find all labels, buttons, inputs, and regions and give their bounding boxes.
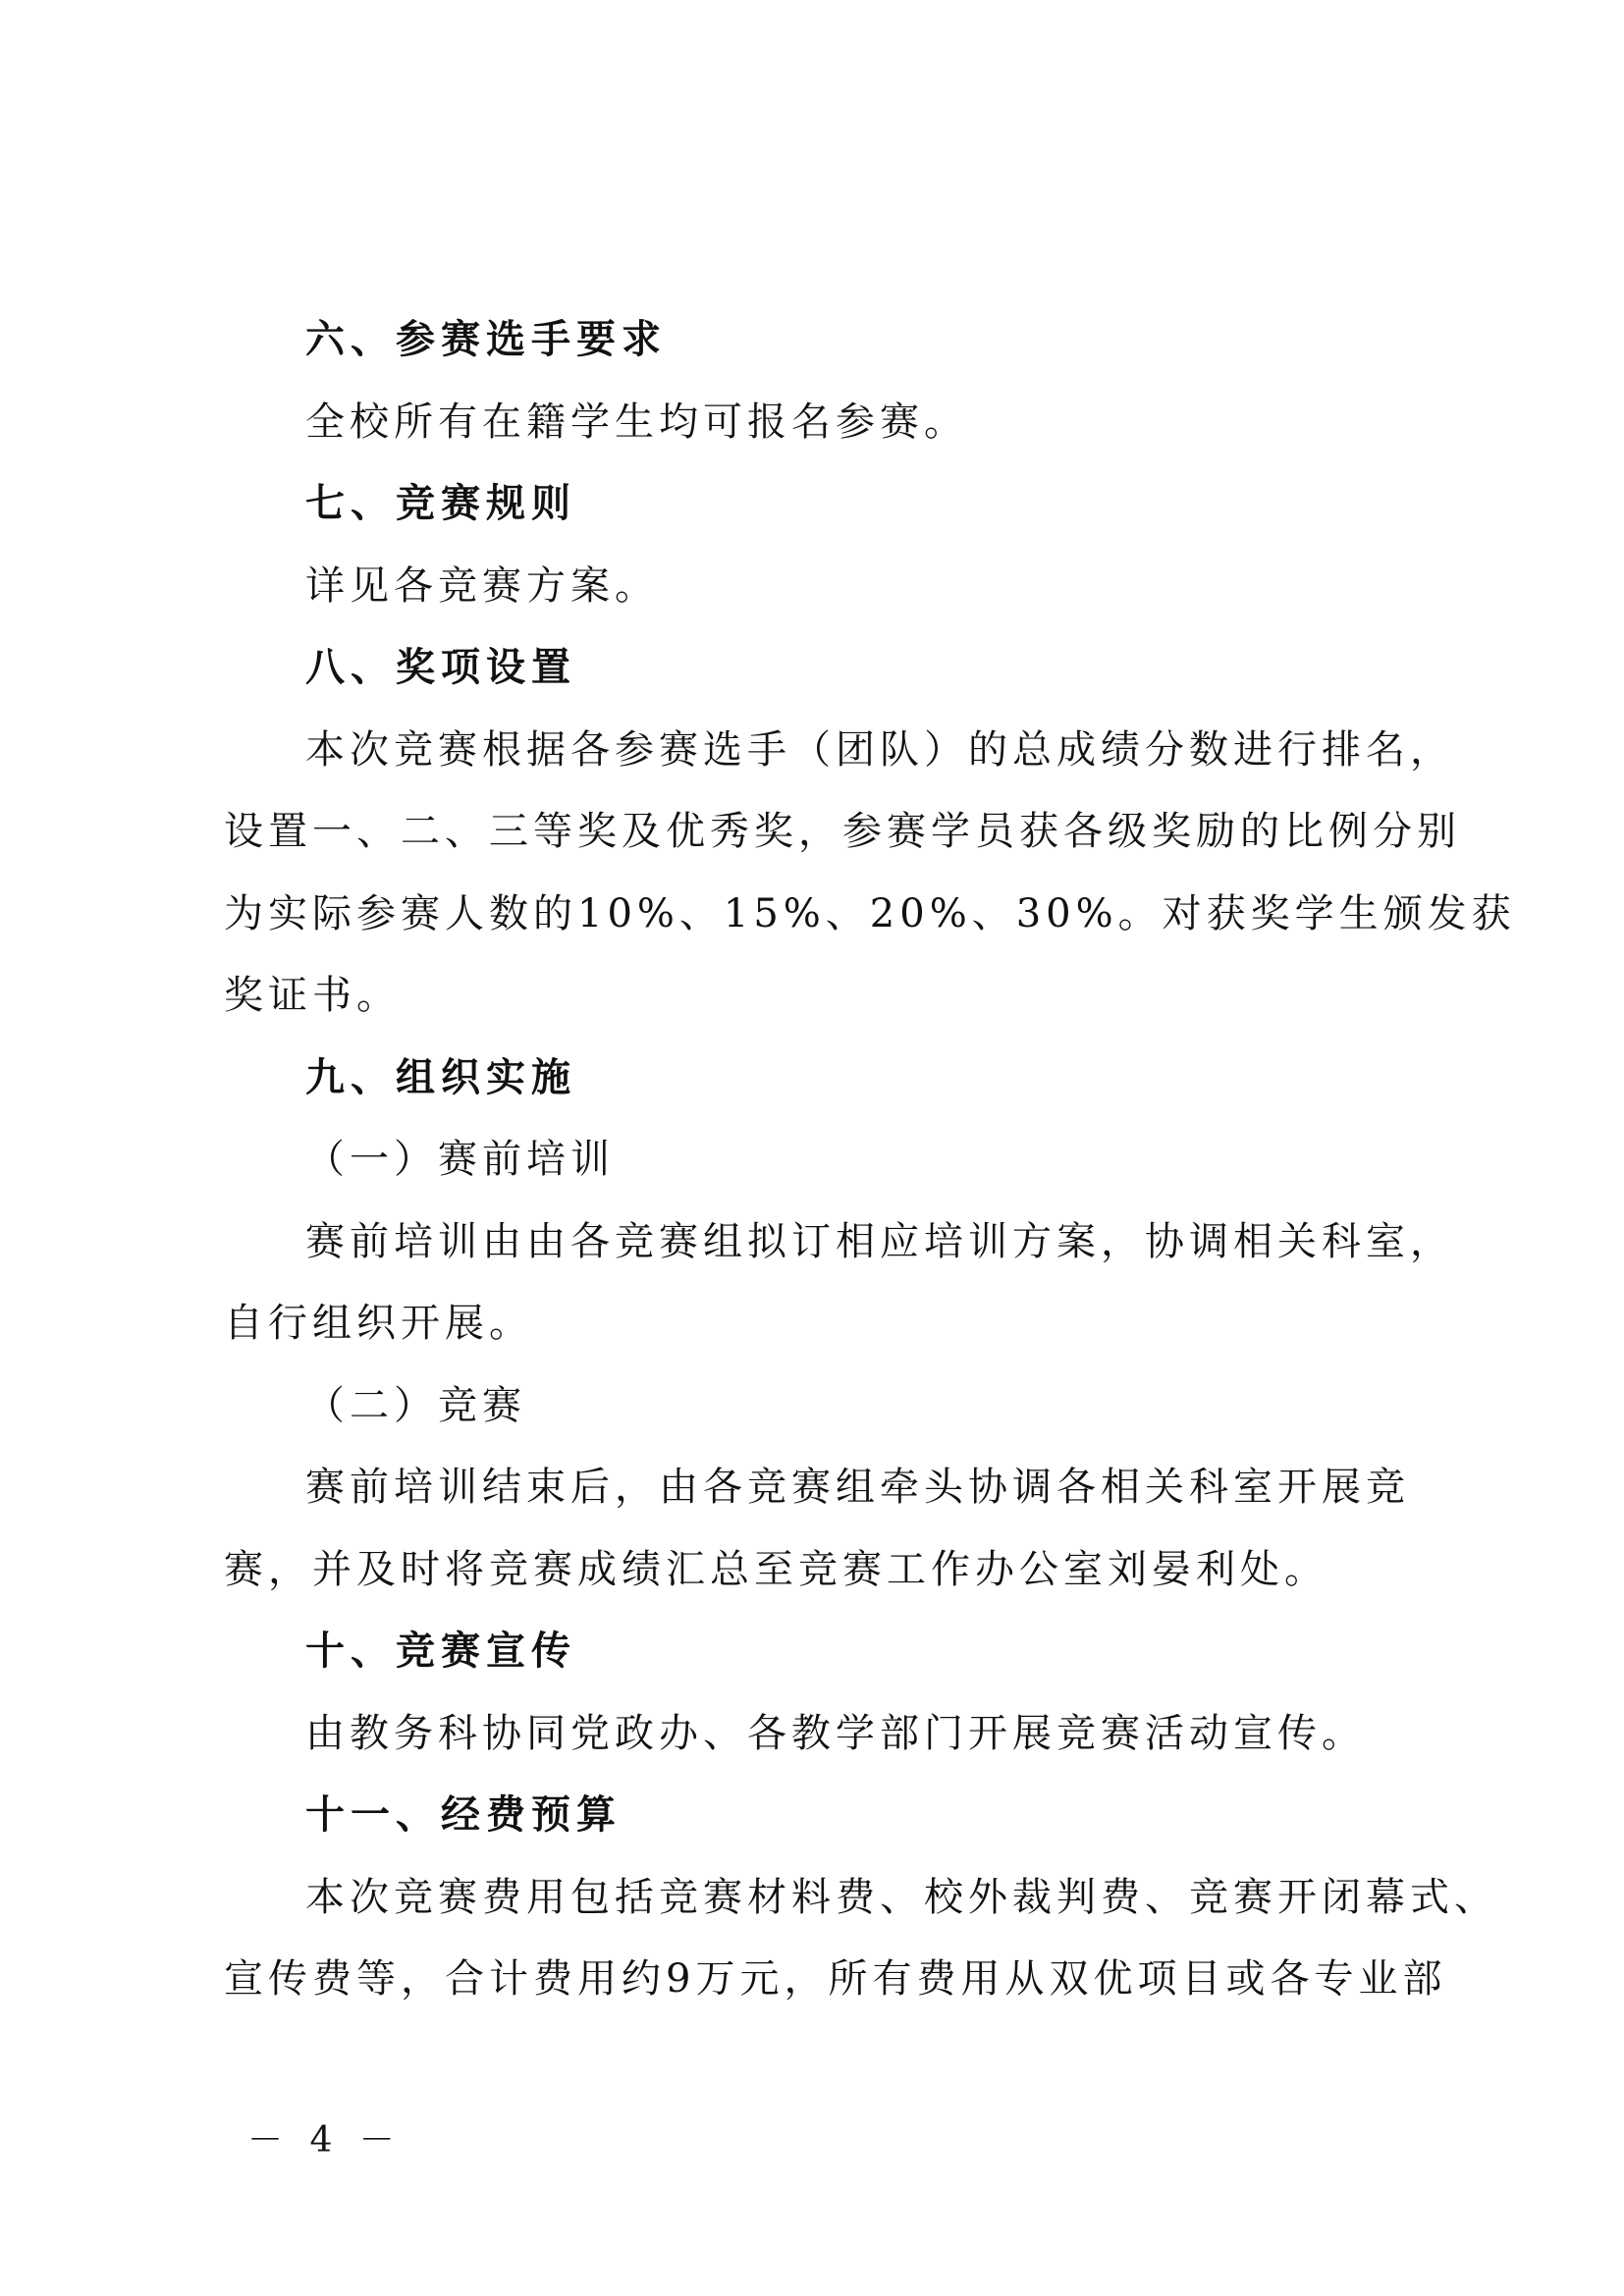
- paragraph-line: 全校所有在籍学生均可报名参赛。: [305, 399, 968, 445]
- subsection-heading: （二）竞赛: [305, 1382, 526, 1428]
- paragraph-line: 本次竞赛根据各参赛选手（团队）的总成绩分数进行排名，: [305, 726, 1454, 773]
- section-heading: 十一、经费预算: [305, 1792, 622, 1838]
- paragraph-line: 由教务科协同党政办、各教学部门开展竞赛活动宣传。: [305, 1710, 1366, 1756]
- paragraph-line: 赛，并及时将竞赛成绩汇总至竞赛工作办公室刘晏利处。: [224, 1546, 1328, 1592]
- document-body: [224, 299, 1516, 2021]
- paragraph-line: 赛前培训结束后，由各竞赛组牵头协调各相关科室开展竞: [305, 1465, 1410, 1510]
- paragraph-line: 详见各竞赛方案。: [305, 562, 659, 609]
- subsection-heading: （一）赛前培训: [305, 1137, 615, 1182]
- paragraph-line: 为实际参赛人数的10%、15%、20%、30%。对获奖学生颁发获: [224, 890, 1516, 936]
- paragraph-line: 本次竞赛费用包括竞赛材料费、校外裁判费、竞赛开闭幕式、: [305, 1874, 1498, 1920]
- paragraph-line: 设置一、二、三等奖及优秀奖，参赛学员获各级奖励的比例分别: [224, 809, 1461, 854]
- page-number: － 4 －: [247, 2120, 403, 2161]
- section-heading: 九、组织实施: [305, 1054, 576, 1100]
- paragraph-line: 宣传费等，合计费用约9万元，所有费用从双优项目或各专业部: [224, 1956, 1447, 2002]
- paragraph-line: 奖证书。: [224, 973, 401, 1018]
- section-heading: 六、参赛选手要求: [305, 317, 667, 362]
- paragraph-line: 赛前培训由由各竞赛组拟订相应培训方案，协调相关科室，: [305, 1218, 1454, 1264]
- section-heading: 十、竞赛宣传: [305, 1629, 576, 1674]
- section-heading: 七、竞赛规则: [305, 481, 576, 526]
- paragraph-line: 自行组织开展。: [224, 1301, 533, 1346]
- section-heading: 八、奖项设置: [305, 645, 576, 690]
